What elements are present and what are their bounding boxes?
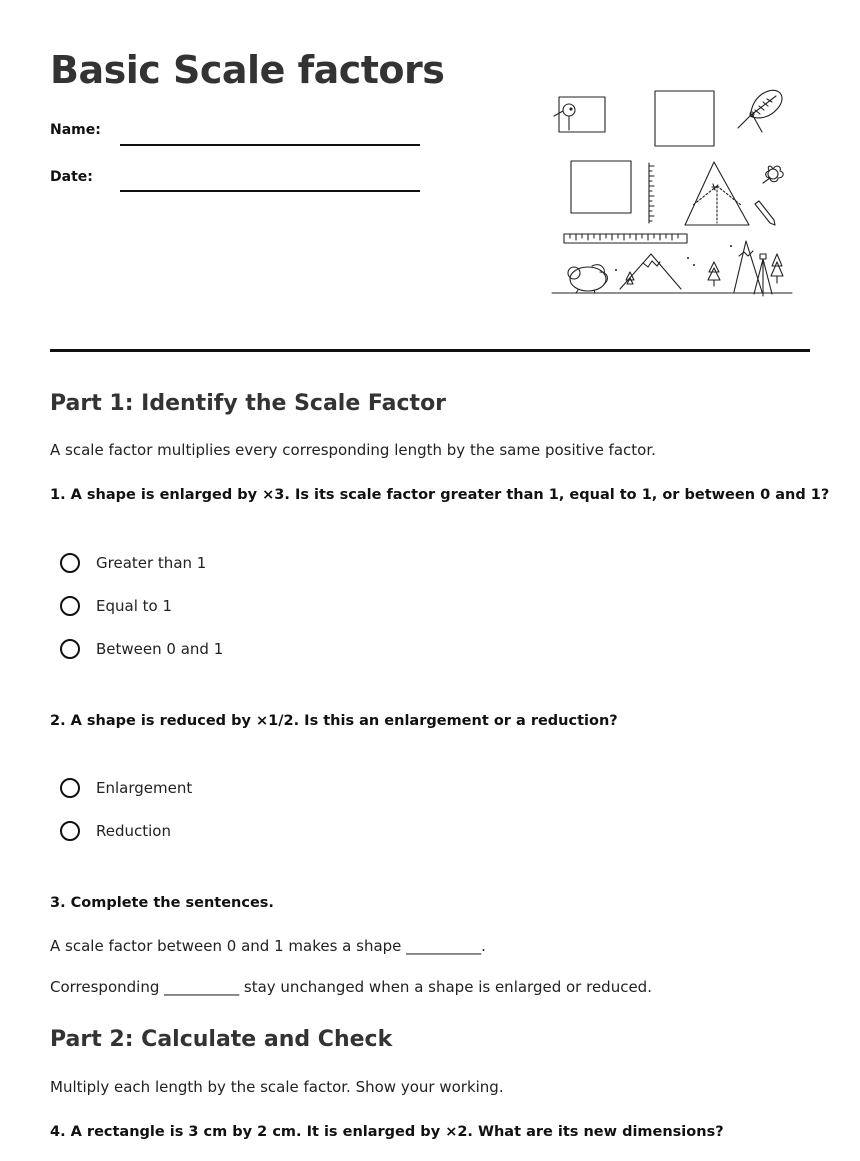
name-field[interactable] [120,144,420,146]
part1-title: Part 1: Identify the Scale Factor [50,391,447,416]
section-divider [50,349,810,352]
radio-button[interactable] [60,553,80,573]
geometry-illustration [548,86,794,300]
dot-marks [615,245,732,271]
option-label: Between 0 and 1 [96,640,224,658]
compass-icon [738,112,762,132]
part2-title: Part 2: Calculate and Check [50,1027,393,1052]
date-field[interactable] [120,190,420,192]
triangle-icon [685,162,749,225]
question-4: 4. A rectangle is 3 cm by 2 cm. It is enlarged by ×2. What are its new dimensions? [50,1124,724,1140]
ruler-icon [564,234,687,243]
date-label: Date: [50,169,93,185]
pencil-icon [755,201,775,225]
option-label: Greater than 1 [96,554,207,572]
q1-option-greater-than-1[interactable] [60,553,206,573]
worksheet-title: Basic Scale factors [50,48,445,92]
radio-button[interactable] [60,778,80,798]
option-label: Reduction [96,822,171,840]
bird-icon [554,97,605,132]
flower-icon [763,166,783,183]
q2-option-enlargement[interactable] [60,778,192,798]
square-outline-icon [571,161,631,213]
question-2: 2. A shape is reduced by ×1/2. Is this an enlargement or a reduction? [50,713,618,729]
part1-intro: A scale factor multiplies every corresponding length by the same positive factor. [50,441,656,459]
tree-icon [708,262,720,286]
q1-option-equal-to-1[interactable] [60,596,172,616]
hedgehog-icon [568,265,607,293]
fill-in-sentence-2[interactable]: Corresponding __________ stay unchanged when a shape is enlarged or reduced. [50,978,652,996]
option-label: Enlargement [96,779,193,797]
radio-button[interactable] [60,639,80,659]
question-1: 1. A shape is enlarged by ×3. Is its scale factor greater than 1, equal to 1, or between 0 and 1? [50,487,830,503]
ruler-icon [649,163,654,223]
fill-in-sentence-1[interactable]: A scale factor between 0 and 1 makes a shape __________. [50,937,486,955]
radio-button[interactable] [60,596,80,616]
question-3: 3. Complete the sentences. [50,895,274,911]
tree-icon [771,254,783,283]
feather-icon [750,90,782,118]
name-label: Name: [50,122,101,138]
part2-intro: Multiply each length by the scale factor. Show your working. [50,1078,504,1096]
radio-button[interactable] [60,821,80,841]
mountain-icon [734,241,762,292]
q2-option-reduction[interactable] [60,821,171,841]
option-label: Equal to 1 [96,597,173,615]
square-outline-icon [655,91,714,146]
q1-option-between-0-and-1[interactable] [60,639,223,659]
